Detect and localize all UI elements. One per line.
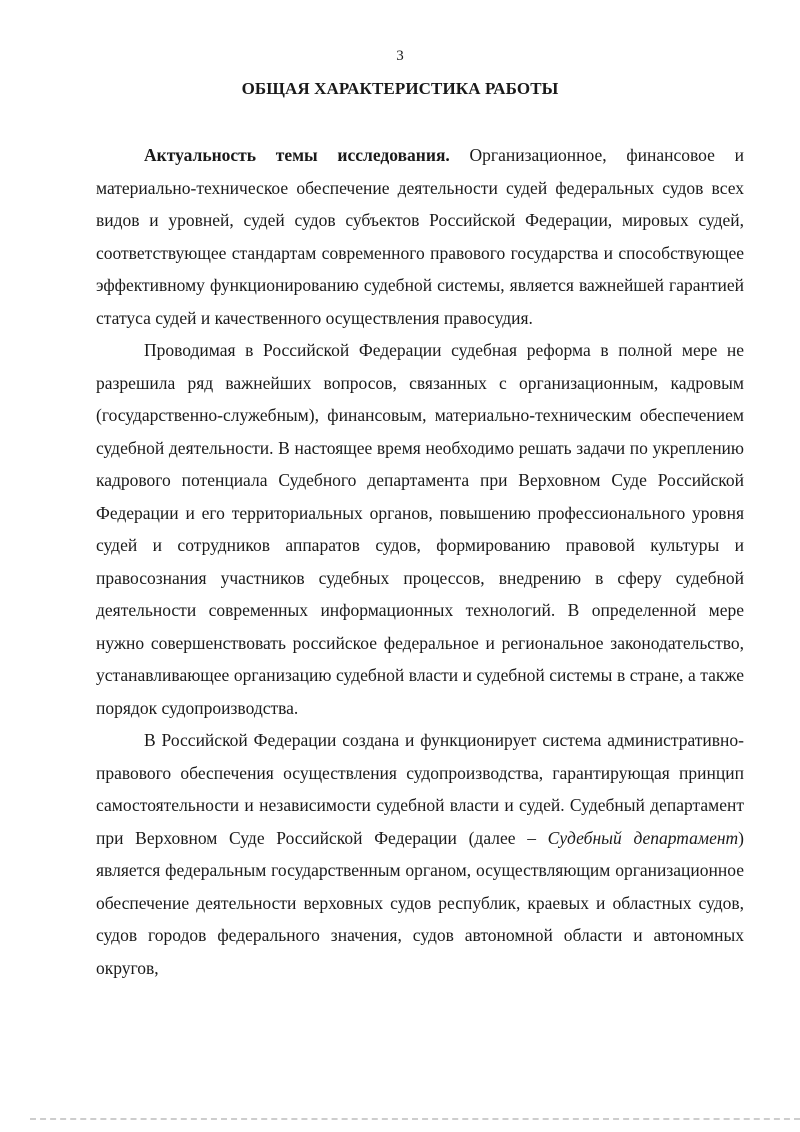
section-heading: ОБЩАЯ ХАРАКТЕРИСТИКА РАБОТЫ — [241, 79, 559, 98]
paragraph-text: Организационное, финансовое и материально-техническое обеспечение деятельности судей федеральных судов всех видов и уровней, судей судов субъектов Российской Федерации, мировых судей, соответствующее стандартам современного правового государства и способствующее эффективному функционированию судебной системы, является важнейшей гарантией статуса судей и качественного осуществления правосудия. — [96, 145, 745, 328]
defined-term: Судебный департамент — [547, 827, 739, 848]
paragraph-department — [96, 724, 744, 984]
paragraph-text-before: В Российской Федерации создана и функционирует система административно-правового обеспечения осуществления судопроизводства, гарантирующая принцип самостоятельности и независимости судебной власти и судей. Судебный департамент при Верховном Суде Российской Федерации (далее – — [96, 730, 744, 848]
paragraph-text-after: ) является федеральным государственным органом, осуществляющим организационное обеспечение деятельности верховных судов республик, краевых и областных судов, судов городов федерального значения, судов автономной области и автономных округов, — [96, 827, 744, 978]
paragraph-relevance — [96, 139, 744, 334]
paragraph-reform — [96, 334, 744, 724]
page-number: 3 — [396, 48, 404, 64]
paragraph-text: Проводимая в Российской Федерации судебная реформа в полной мере не разрешила ряд важнейших вопросов, связанных с организационным, кадровым (государственно-служебным), финансовым, материально-техническим обеспечением судебной деятельности. В настоящее время необходимо решать задачи по укреплению кадрового потенциала Судебного департамента при Верховном Суде Российской Федерации и его территориальных органов, повышению профессионального уровня судей и сотрудников аппаратов судов, формированию правовой культуры и правосознания участников судебных процессов, внедрению в сферу судебной деятельности современных информационных технологий. В определенной мере нужно совершенствовать российское федеральное и региональное законодательство, устанавливающее организацию судебной власти и судебной системы в стране, а также порядок судопроизводства. — [96, 340, 744, 718]
body-text — [96, 139, 744, 984]
paragraph-lead: Актуальность темы исследования. — [144, 145, 450, 165]
scan-edge-artifact — [30, 1118, 800, 1122]
